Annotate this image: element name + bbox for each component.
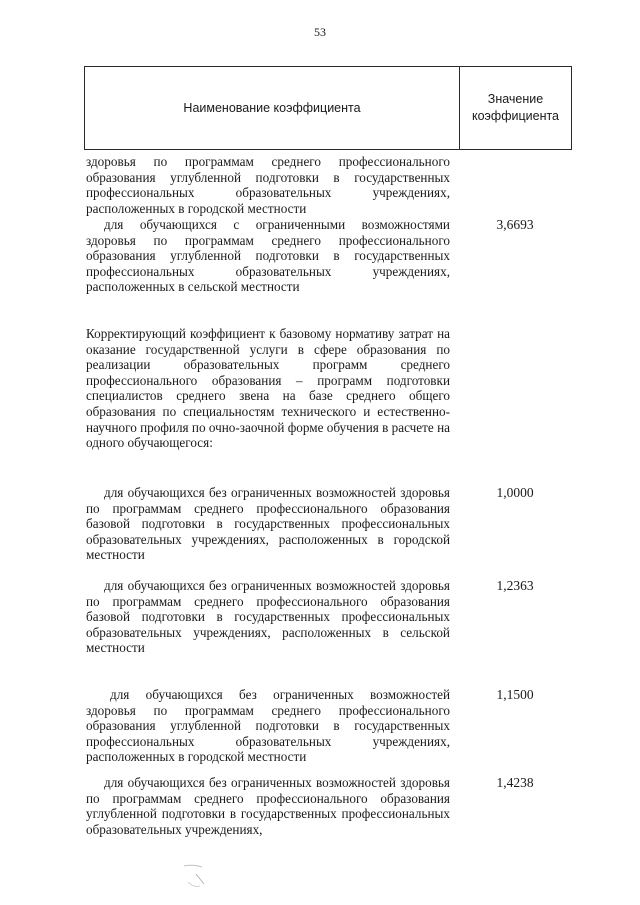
row-value: 1,4238: [496, 775, 534, 790]
column-header-value: Значение коэффициента: [471, 92, 560, 123]
page-number: 53: [314, 25, 326, 39]
row-text: для обучающихся без ограниченных возможностей здоровья по программам среднего профессионального образования углубленной подготовки в государственных профессиональных образовательных учреждениях, расположенных в городской местности: [86, 687, 450, 765]
scan-smudge: [182, 862, 222, 892]
column-header-name: Наименование коэффициента: [85, 67, 460, 149]
row-text: для обучающихся без ограниченных возможностей здоровья по программам среднего профессионального образования базовой подготовки в государственных профессиональных образовательных учреждениях, расположенных в городской местности: [86, 485, 450, 563]
row-text: для обучающихся без ограниченных возможностей здоровья по программам среднего профессионального образования базовой подготовки в государственных профессиональных образовательных учреждениях, расположенных в сельской местности: [86, 578, 450, 656]
row-value: 1,0000: [496, 485, 534, 500]
row-value: 1,2363: [496, 578, 534, 593]
row-value: 1,1500: [496, 687, 534, 702]
row-value: 3,6693: [496, 217, 534, 232]
row-text: Корректирующий коэффициент к базовому нормативу затрат на оказание государственной услуги в сфере образования по реализации образовательных программ среднего профессионального образования – программ подготовки специалистов среднего звена на базе среднего общего образования по специальностям технического и естественно-научного профиля по очно-заочной форме обучения в расчете на одного обучающегося:: [86, 326, 450, 451]
table-header: [84, 66, 572, 150]
row-text: здоровья по программам среднего профессионального образования углубленной подготовки в государственных профессиональных образовательных учреждениях, расположенных в городской местности: [86, 154, 450, 216]
row-text: для обучающихся без ограниченных возможностей здоровья по программам среднего профессионального образования углубленной подготовки в государственных профессиональных образовательных учреждениях,: [86, 775, 450, 837]
row-text: для обучающихся с ограниченными возможностями здоровья по программам среднего профессионального образования углубленной подготовки в государственных профессиональных образовательных учреждениях, расположенных в сельской местности: [86, 217, 450, 295]
